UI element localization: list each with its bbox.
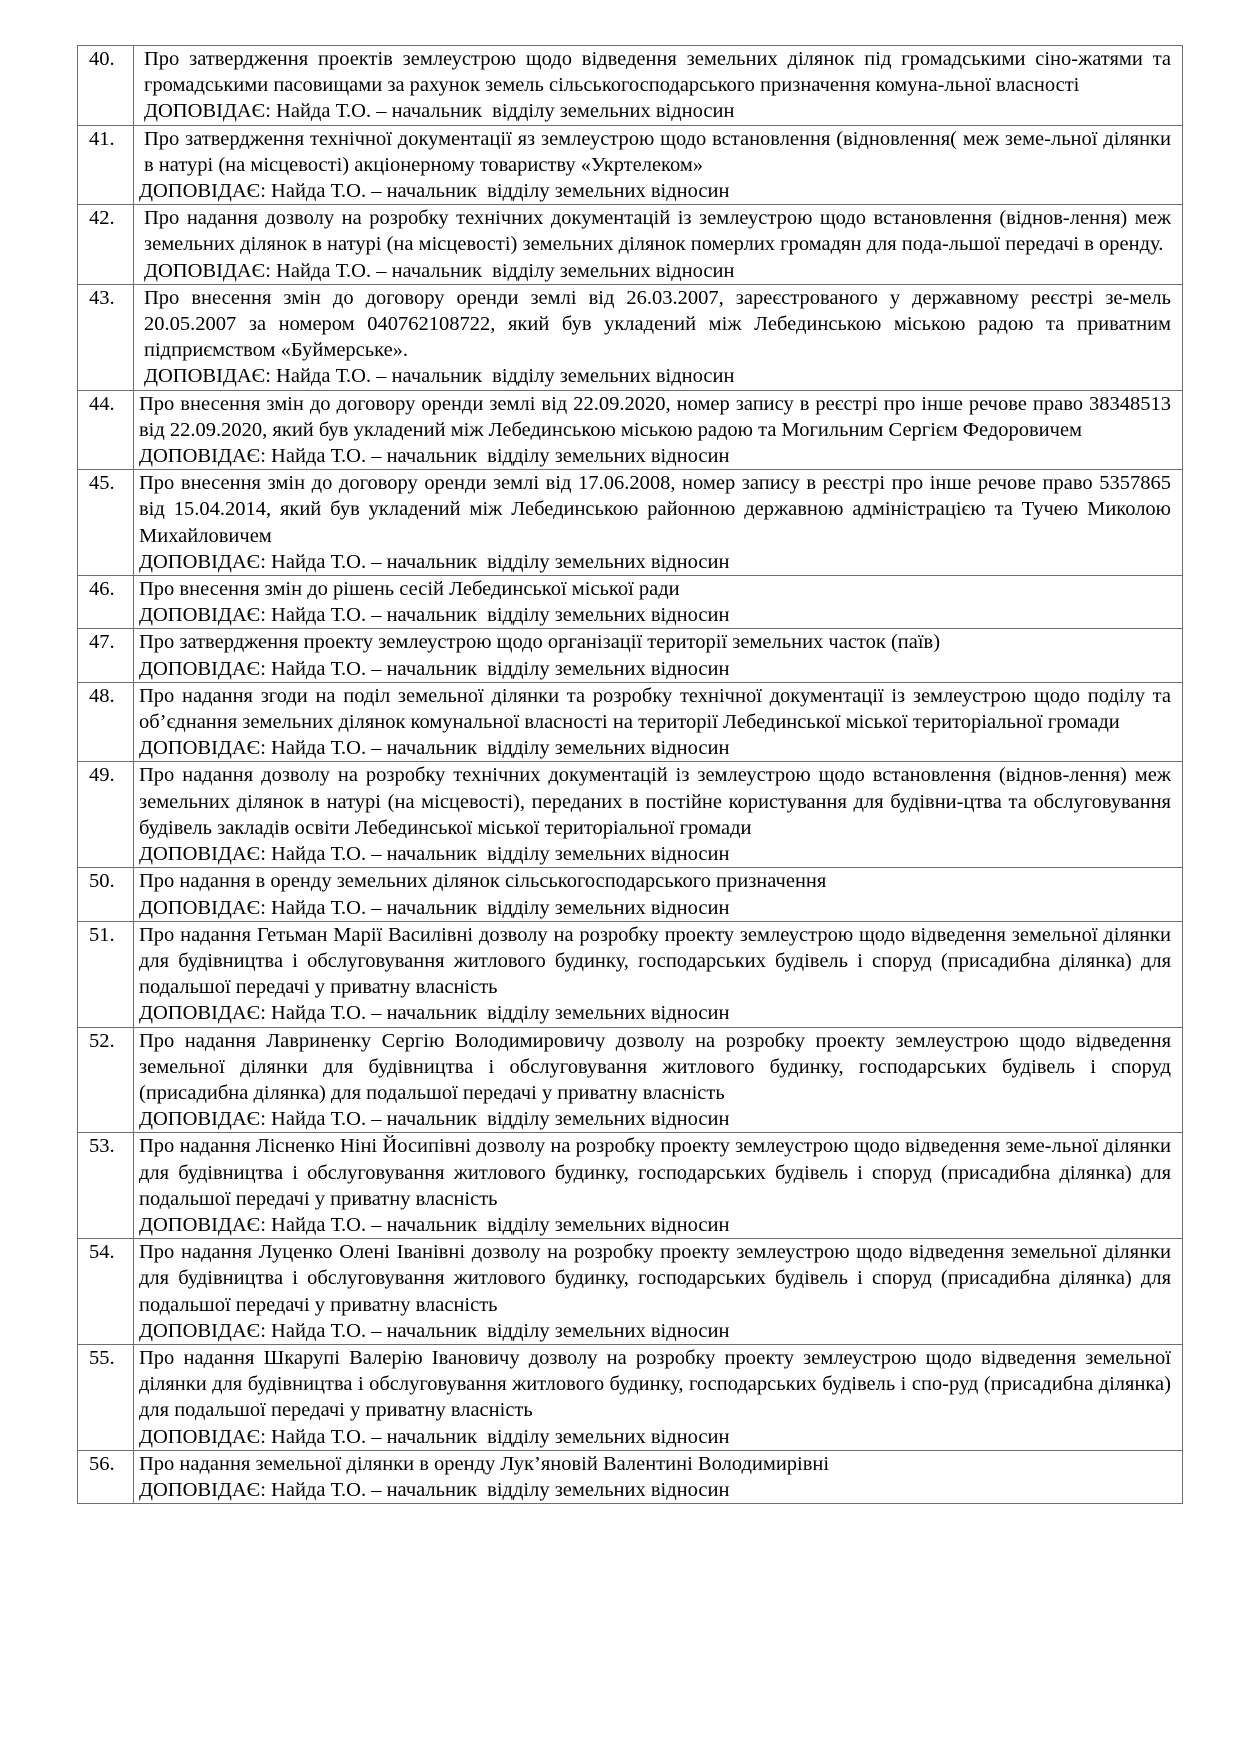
item-title: Про надання земельної ділянки в оренду Лук’яновій Валентині Володимирівні bbox=[139, 1452, 830, 1475]
item-title: Про надання Луценко Олені Іванівні дозволу на розробку проекту землеустрою щодо відведення земельної ділянки для будівництва і обслуговування житлового будинку, господарських будівель і споруд (присадибна ділянка) для подальшої передачі у приватну власність bbox=[139, 1241, 1171, 1316]
item-reporter: ДОПОВІДАЄ: Найда Т.О. – начальник відділу земельних відносин bbox=[139, 657, 730, 680]
item-content bbox=[134, 1344, 1183, 1450]
item-content bbox=[134, 390, 1183, 470]
agenda-table bbox=[77, 45, 1183, 1504]
item-number: 43. bbox=[78, 284, 134, 390]
agenda-item bbox=[78, 576, 1183, 629]
item-number: 51. bbox=[78, 921, 134, 1027]
item-content bbox=[134, 576, 1183, 629]
item-number: 49. bbox=[78, 762, 134, 868]
item-reporter: ДОПОВІДАЄ: Найда Т.О. – начальник відділу земельних відносин bbox=[139, 737, 730, 760]
item-number: 46. bbox=[78, 576, 134, 629]
item-title: Про внесення змін до рішень сесій Лебединської міської ради bbox=[139, 578, 680, 601]
item-reporter: ДОПОВІДАЄ: Найда Т.О. – начальник відділу земельних відносин bbox=[139, 1213, 730, 1236]
agenda-item bbox=[78, 1027, 1183, 1133]
item-number: 42. bbox=[78, 205, 134, 285]
item-title: Про надання згоди на поділ земельної ділянки та розробку технічної документації із землеустрою щодо поділу та об’єднання земельних ділянок комунальної власності на території Лебединської міської територіальної громади bbox=[139, 684, 1171, 734]
item-reporter: ДОПОВІДАЄ: Найда Т.О. – начальник відділу земельних відносин bbox=[139, 1478, 730, 1501]
item-reporter: ДОПОВІДАЄ: Найда Т.О. – начальник відділу земельних відносин bbox=[144, 259, 735, 282]
item-number: 52. bbox=[78, 1027, 134, 1133]
item-content bbox=[134, 1027, 1183, 1133]
item-reporter: ДОПОВІДАЄ: Найда Т.О. – начальник відділу земельних відносин bbox=[139, 896, 730, 919]
agenda-items bbox=[78, 46, 1183, 1504]
item-content bbox=[134, 1450, 1183, 1503]
item-content bbox=[134, 1239, 1183, 1345]
item-number: 56. bbox=[78, 1450, 134, 1503]
item-reporter: ДОПОВІДАЄ: Найда Т.О. – начальник відділу земельних відносин bbox=[139, 1425, 730, 1448]
item-number: 50. bbox=[78, 868, 134, 921]
item-reporter: ДОПОВІДАЄ: Найда Т.О. – начальник відділу земельних відносин bbox=[139, 604, 730, 627]
item-title: Про затвердження технічної документації яз землеустрою щодо встановлення (відновлення( меж земе-льної ділянки в натурі (на місцевості) акціонерному товариству «Укртелеком» bbox=[144, 127, 1171, 176]
agenda-item bbox=[78, 390, 1183, 470]
item-content bbox=[134, 284, 1183, 390]
agenda-item bbox=[78, 682, 1183, 762]
item-number: 54. bbox=[78, 1239, 134, 1345]
agenda-item bbox=[78, 1239, 1183, 1345]
item-number: 55. bbox=[78, 1344, 134, 1450]
item-content bbox=[134, 1133, 1183, 1239]
agenda-item bbox=[78, 284, 1183, 390]
item-title: Про внесення змін до договору оренди землі від 26.03.2007, зареєстрованого у державному реєстрі зе-мель 20.05.2007 за номером 040762108722, який був укладений між Лебединською міською радою та приватним підприємством «Буймерське». bbox=[144, 286, 1171, 362]
item-content bbox=[134, 629, 1183, 682]
item-reporter: ДОПОВІДАЄ: Найда Т.О. – начальник відділу земельних відносин bbox=[144, 365, 735, 388]
item-number: 41. bbox=[78, 125, 134, 205]
item-content bbox=[134, 125, 1183, 205]
item-reporter: ДОПОВІДАЄ: Найда Т.О. – начальник відділу земельних відносин bbox=[139, 1002, 730, 1025]
item-content bbox=[134, 46, 1183, 126]
item-content bbox=[134, 205, 1183, 285]
item-reporter: ДОПОВІДАЄ: Найда Т.О. – начальник відділу земельних відносин bbox=[139, 445, 730, 468]
item-reporter: ДОПОВІДАЄ: Найда Т.О. – начальник відділу земельних відносин bbox=[139, 180, 730, 203]
agenda-item bbox=[78, 921, 1183, 1027]
item-title: Про надання дозволу на розробку технічних документацій із землеустрою щодо встановлення (віднов-лення) меж земельних ділянок в натурі (на місцевості), переданих в постійне користування для будівни-цтва та обслуговування будівель закладів освіти Лебединської міської територіальної громади bbox=[139, 764, 1171, 839]
item-title: Про затвердження проекту землеустрою щодо організації території земельних часток (паїв) bbox=[139, 631, 941, 654]
item-content bbox=[134, 762, 1183, 868]
item-number: 45. bbox=[78, 470, 134, 576]
item-title: Про затвердження проектів землеустрою щодо відведення земельних ділянок під громадськими сіно-жатями та громадськими пасовищами за рахунок земель сільськогосподарського призначення комуна-льної власності bbox=[144, 48, 1171, 97]
agenda-item bbox=[78, 868, 1183, 921]
item-title: Про надання Гетьман Марії Василівні дозволу на розробку проекту землеустрою щодо відведення земельної ділянки для будівництва і обслуговування житлового будинку, господарських будівель і споруд (присадибна ділянка) для подальшої передачі у приватну власність bbox=[139, 923, 1171, 999]
agenda-item bbox=[78, 1344, 1183, 1450]
item-reporter: ДОПОВІДАЄ: Найда Т.О. – начальник відділу земельних відносин bbox=[139, 843, 730, 866]
agenda-item bbox=[78, 762, 1183, 868]
item-reporter: ДОПОВІДАЄ: Найда Т.О. – начальник відділу земельних відносин bbox=[139, 1108, 730, 1131]
item-title: Про надання в оренду земельних ділянок сільськогосподарського призначення bbox=[139, 870, 827, 893]
agenda-item bbox=[78, 205, 1183, 285]
item-content bbox=[134, 921, 1183, 1027]
item-title: Про внесення змін до договору оренди землі від 22.09.2020, номер запису в реєстрі про інше речове право 38348513 від 22.09.2020, який був укладений між Лебединською міською радою та Могильним Сергієм Федоровичем bbox=[139, 392, 1171, 441]
item-reporter: ДОПОВІДАЄ: Найда Т.О. – начальник відділу земельних відносин bbox=[139, 550, 730, 573]
item-title: Про надання Шкарупі Валерію Івановичу дозволу на розробку проекту землеустрою щодо відведення земельної ділянки для будівництва і обслуговування житлового будинку, господарських будівель і спо-руд (присадибна ділянка) для подальшої передачі у приватну власність bbox=[139, 1346, 1171, 1422]
item-number: 40. bbox=[78, 46, 134, 126]
agenda-item bbox=[78, 470, 1183, 576]
agenda-item bbox=[78, 125, 1183, 205]
item-number: 44. bbox=[78, 390, 134, 470]
item-number: 53. bbox=[78, 1133, 134, 1239]
item-number: 48. bbox=[78, 682, 134, 762]
item-reporter: ДОПОВІДАЄ: Найда Т.О. – начальник відділу земельних відносин bbox=[144, 100, 735, 123]
item-title: Про внесення змін до договору оренди землі від 17.06.2008, номер запису в реєстрі про інше речове право 5357865 від 15.04.2014, який був укладений між Лебединською районною державною адміністрацією та Тучею Миколою Михайловичем bbox=[139, 472, 1171, 547]
item-content bbox=[134, 682, 1183, 762]
item-title: Про надання Лавриненку Сергію Володимировичу дозволу на розробку проекту землеустрою щодо відведення земельної ділянки для будівництва і обслуговування житлового будинку, господарських будівель і споруд (присадибна ділянка) для подальшої передачі у приватну власність bbox=[139, 1029, 1171, 1104]
item-content bbox=[134, 470, 1183, 576]
item-title: Про надання Лісненко Ніні Йосипівні дозволу на розробку проекту землеустрою щодо відведення земе-льної ділянки для будівництва і обслуговування житлового будинку, господарських будівель і споруд (присадибна ділянка) для подальшої передачі у приватну власність bbox=[139, 1135, 1171, 1210]
item-number: 47. bbox=[78, 629, 134, 682]
item-title: Про надання дозволу на розробку технічних документацій із землеустрою щодо встановлення (віднов-лення) меж земельних ділянок в натурі (на місцевості) земельних ділянок померлих громадян для пода-льшої передачі в оренду. bbox=[144, 207, 1171, 256]
agenda-item bbox=[78, 1450, 1183, 1503]
agenda-item bbox=[78, 46, 1183, 126]
agenda-item bbox=[78, 1133, 1183, 1239]
item-content bbox=[134, 868, 1183, 921]
agenda-item bbox=[78, 629, 1183, 682]
item-reporter: ДОПОВІДАЄ: Найда Т.О. – начальник відділу земельних відносин bbox=[139, 1319, 730, 1342]
